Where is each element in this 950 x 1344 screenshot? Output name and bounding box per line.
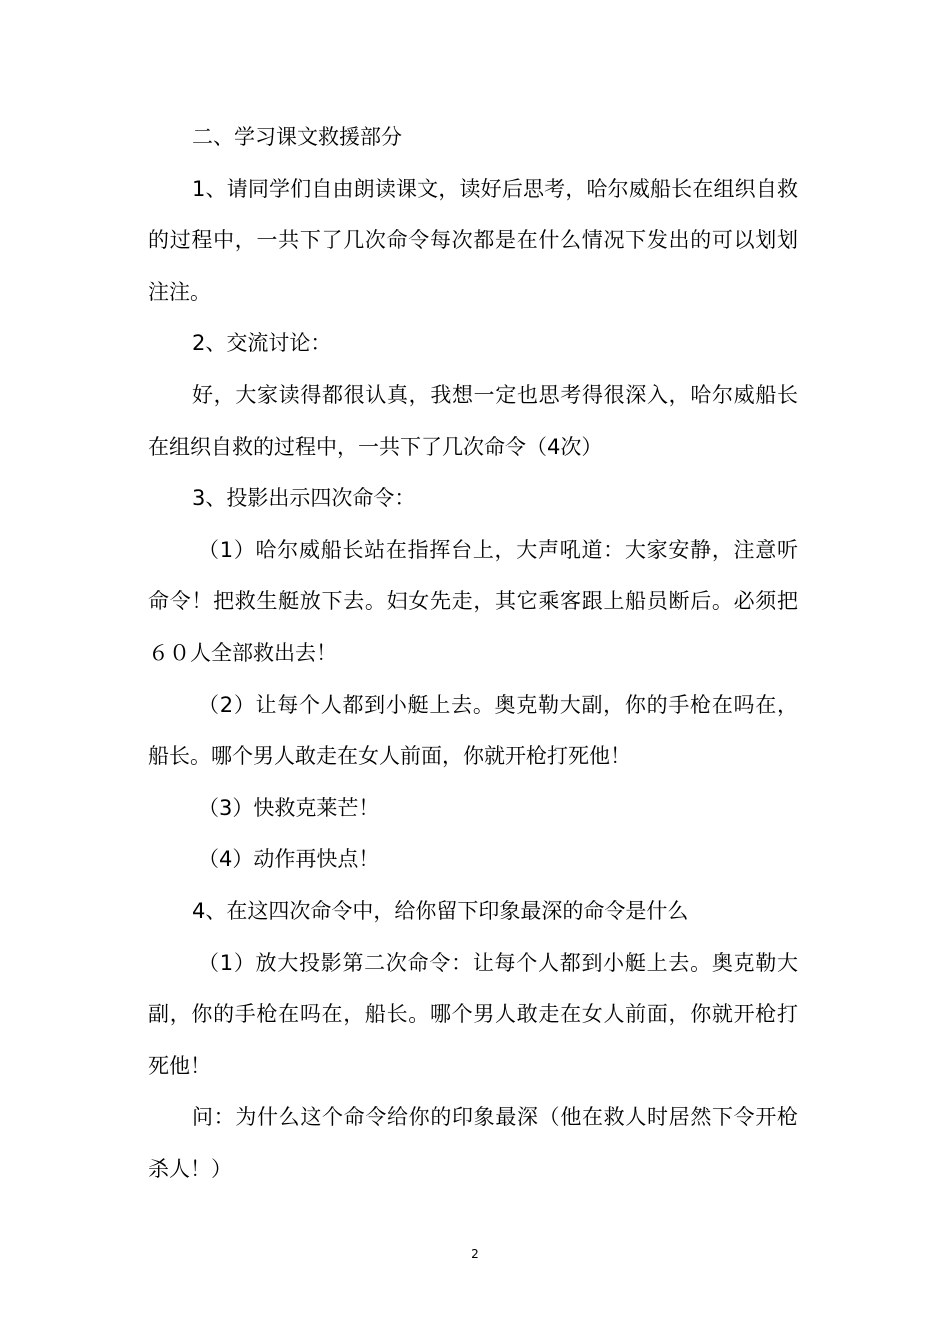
question-2-body: 好，大家读得都很认真，我想一定也思考得很深入，哈尔威船长在组织自救的过程中，一共下了几次命令（4次） <box>148 382 798 459</box>
question-2: 2、交流讨论： <box>192 331 332 356</box>
order-4: （4）动作再快点！ <box>198 847 380 872</box>
question-3: 3、投影出示四次命令： <box>192 486 416 511</box>
order-2: （2）让每个人都到小艇上去。奥克勒大副，你的手枪在吗在，船长。哪个男人敢走在女人前面，你就开枪打死他！ <box>148 692 798 769</box>
section-heading: 二、学习课文救援部分 <box>192 125 402 149</box>
order-1: （1）哈尔威船长站在指挥台上，大声吼道：大家安静，注意听命令！把救生艇放下去。妇女先走，其它乘客跟上船员断后。必须把６０人全部救出去！ <box>148 537 798 665</box>
body-text <box>148 112 798 1195</box>
question-4-item-1: （1）放大投影第二次命令：让每个人都到小艇上去。奥克勒大副，你的手枪在吗在，船长。哪个男人敢走在女人前面，你就开枪打死他！ <box>148 950 798 1078</box>
question-4-ask: 问：为什么这个命令给你的印象最深（他在救人时居然下令开枪杀人！） <box>148 1105 798 1181</box>
question-1: 1、请同学们自由朗读课文，读好后思考，哈尔威船长在组织自救的过程中，一共下了几次命令每次都是在什么情况下发出的可以划划注注。 <box>148 176 798 304</box>
question-4: 4、在这四次命令中，给你留下印象最深的命令是什么 <box>192 898 689 923</box>
page-number: 2 <box>471 1247 479 1261</box>
order-3: （3）快救克莱芒！ <box>198 795 380 820</box>
